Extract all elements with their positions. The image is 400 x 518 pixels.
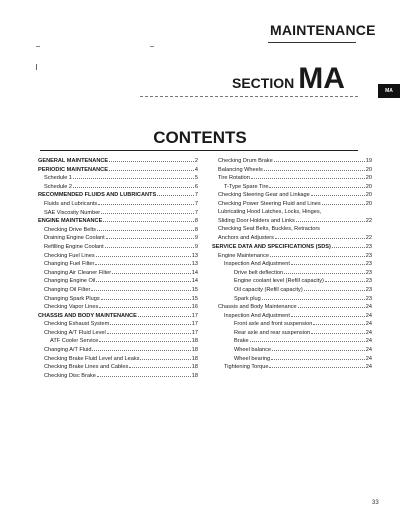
- toc-entry-title: Changing Engine Oil: [44, 278, 96, 285]
- toc-entry-page: 24: [365, 304, 372, 311]
- toc-entry-title: Tire Rotation: [218, 175, 250, 182]
- toc-entry-page: 22: [365, 218, 372, 225]
- toc-entry-title: Checking Drive Belts: [44, 226, 96, 233]
- section-rule: [140, 96, 358, 98]
- toc-entry-title: Oil capacity (Refill capacity): [234, 286, 303, 293]
- section-word: SECTION: [232, 75, 295, 91]
- toc-entry-title: Checking Power Steering Fluid and Lines: [218, 200, 321, 207]
- toc-leader-dots: [250, 336, 365, 342]
- toc-entry: [38, 268, 198, 277]
- toc-entry: [212, 294, 372, 303]
- page-number: 33: [372, 500, 379, 506]
- toc-entry: [212, 182, 372, 191]
- toc-entry-page: 22: [365, 235, 372, 242]
- toc-entry-title: Brake: [234, 338, 249, 345]
- toc-entry-page: 24: [365, 338, 372, 345]
- toc-entry: [38, 190, 198, 199]
- toc-entry-page: 23: [365, 261, 372, 268]
- margin-mark: [36, 64, 37, 70]
- contents-rule: [40, 150, 358, 151]
- toc-entry: [212, 173, 372, 182]
- toc-right-column: [212, 156, 372, 371]
- toc-entry-title: Checking Brake Lines and Cables: [44, 364, 129, 371]
- toc-entry: [38, 199, 198, 208]
- toc-entry: [212, 156, 372, 165]
- toc-entry: [212, 208, 372, 217]
- toc-entry: [38, 276, 198, 285]
- toc-leader-dots: [105, 242, 194, 248]
- toc-entry: [38, 242, 198, 251]
- toc-entry-title: Drive belt deflection: [234, 269, 284, 276]
- toc-leader-dots: [140, 354, 190, 360]
- toc-entry-page: 23: [365, 269, 372, 276]
- toc-entry-title: Sliding Door Holders and Links: [218, 218, 295, 225]
- toc-entry-title: CHASSIS AND BODY MAINTENANCE: [38, 312, 137, 319]
- toc-leader-dots: [99, 302, 190, 308]
- toc-entry-title: Changing Fuel Filter: [44, 261, 95, 268]
- toc-entry-page: 7: [194, 200, 198, 207]
- toc-leader-dots: [95, 259, 190, 265]
- toc-leader-dots: [112, 268, 191, 274]
- toc-entry-title: GENERAL MAINTENANCE: [38, 158, 109, 164]
- toc-entry: [212, 199, 372, 208]
- toc-entry-page: 20: [365, 192, 372, 199]
- toc-entry-title: Wheel balance: [234, 347, 272, 354]
- toc-entry: [212, 345, 372, 354]
- toc-entry: [38, 294, 198, 303]
- toc-leader-dots: [101, 294, 191, 300]
- toc-entry: [212, 165, 372, 174]
- header-title: MAINTENANCE: [270, 22, 376, 38]
- toc-entry: [38, 336, 198, 345]
- toc-entry-title: Lubricating Hood Latches, Locks, Hinges,: [218, 208, 322, 215]
- toc-entry-page: 17: [191, 312, 198, 319]
- toc-entry-page: 23: [365, 286, 372, 293]
- toc-entry: [212, 268, 372, 277]
- toc-entry-title: Anchors and Adjusters: [218, 235, 274, 242]
- toc-entry: [38, 208, 198, 217]
- header-rule: [268, 42, 356, 43]
- toc-entry: [212, 190, 372, 199]
- toc-entry: [212, 242, 372, 251]
- toc-leader-dots: [325, 276, 365, 282]
- toc-entry-page: 23: [365, 252, 372, 259]
- toc-leader-dots: [73, 182, 194, 188]
- toc-entry-page: 13: [191, 261, 198, 268]
- toc-leader-dots: [272, 345, 365, 351]
- toc-entry-page: 19: [365, 158, 372, 164]
- toc-entry-page: 15: [191, 295, 198, 302]
- toc-entry-title: Checking Brake Fluid Level and Leaks: [44, 355, 140, 362]
- toc-leader-dots: [270, 251, 365, 257]
- toc-entry: [212, 225, 372, 234]
- toc-entry-page: 15: [191, 286, 198, 293]
- toc-entry-page: 5: [194, 175, 198, 182]
- toc-entry-title: Checking Fuel Lines: [44, 252, 95, 259]
- toc-leader-dots: [275, 233, 365, 239]
- toc-entry: [38, 233, 198, 242]
- toc-entry-page: 24: [365, 312, 372, 319]
- toc-entry-title: Engine coolant level (Refill capacity): [234, 278, 324, 285]
- toc-leader-dots: [264, 165, 365, 171]
- toc-entry: [38, 354, 198, 363]
- toc-entry-page: 18: [191, 338, 198, 345]
- toc-entry-title: Fluids and Lubricants: [44, 200, 98, 207]
- toc-entry-page: 20: [365, 200, 372, 207]
- toc-entry: [212, 328, 372, 337]
- toc-entry-page: 20: [365, 166, 372, 173]
- toc-entry: [38, 362, 198, 371]
- toc-entry: [38, 371, 198, 380]
- toc-entry-title: Draining Engine Coolant: [44, 235, 105, 242]
- margin-mark: [36, 46, 40, 47]
- toc-entry-title: SERVICE DATA AND SPECIFICATIONS (SDS): [212, 243, 331, 250]
- toc-leader-dots: [106, 233, 194, 239]
- toc-leader-dots: [311, 190, 365, 196]
- toc-entry-title: Checking Drum Brake: [218, 158, 273, 164]
- toc-entry-title: Schedule 2: [44, 183, 72, 190]
- toc-entry: [38, 225, 198, 234]
- toc-entry-page: 24: [365, 347, 372, 354]
- toc-leader-dots: [262, 294, 365, 300]
- toc-entry-page: 9: [194, 243, 198, 250]
- toc-leader-dots: [96, 276, 190, 282]
- toc-entry-page: 18: [191, 347, 198, 354]
- toc-leader-dots: [92, 345, 190, 351]
- toc-entry-page: 17: [191, 321, 198, 328]
- toc-entry: [212, 251, 372, 260]
- toc-entry-page: 6: [194, 183, 198, 190]
- toc-entry-page: 20: [365, 183, 372, 190]
- toc-entry-page: 20: [365, 175, 372, 182]
- toc-leader-dots: [291, 259, 365, 265]
- toc-leader-dots: [296, 216, 365, 222]
- toc-entry-page: 7: [194, 209, 198, 216]
- toc-entry: [212, 285, 372, 294]
- toc-leader-dots: [271, 354, 365, 360]
- toc-leader-dots: [269, 362, 364, 368]
- section-code: MA: [298, 62, 345, 95]
- toc-entry-title: PERIODIC MAINTENANCE: [38, 166, 108, 173]
- section-heading: [232, 62, 345, 96]
- toc-entry-title: Changing A/T Fluid: [44, 347, 92, 354]
- toc-entry-page: 14: [191, 269, 198, 276]
- toc-entry-title: Chassis and Body Maintenance: [218, 304, 297, 311]
- toc-entry-page: 24: [365, 321, 372, 328]
- toc-entry: [38, 328, 198, 337]
- toc-entry-title: Spark plug: [234, 295, 261, 302]
- toc-entry-page: 23: [365, 243, 372, 250]
- toc-entry-title: Engine Maintenance: [218, 252, 270, 259]
- toc-leader-dots: [91, 285, 190, 291]
- toc-entry-title: Checking Vapor Lines: [44, 304, 99, 311]
- toc-leader-dots: [103, 216, 194, 222]
- toc-entry: [38, 156, 198, 165]
- contents-title: CONTENTS: [153, 128, 247, 147]
- toc-entry-title: Inspection And Adjustment: [224, 261, 290, 268]
- toc-entry: [212, 216, 372, 225]
- toc-entry: [38, 285, 198, 294]
- toc-leader-dots: [157, 190, 194, 196]
- toc-entry: [38, 173, 198, 182]
- toc-entry: [212, 311, 372, 320]
- toc-leader-dots: [96, 251, 191, 257]
- toc-leader-dots: [138, 311, 191, 317]
- toc-entry: [212, 259, 372, 268]
- toc-entry-page: 18: [191, 372, 198, 379]
- toc-leader-dots: [269, 182, 364, 188]
- toc-entry-title: ATF Cooler Service: [50, 338, 99, 345]
- toc-leader-dots: [332, 242, 365, 248]
- toc-entry-page: 23: [365, 278, 372, 285]
- toc-entry-page: 24: [365, 355, 372, 362]
- toc-entry-title: Rear axle and rear suspension: [234, 329, 311, 336]
- toc-entry: [38, 165, 198, 174]
- toc-entry-title: RECOMMENDED FLUIDS AND LUBRICANTS: [38, 192, 157, 199]
- toc-left-column: [38, 156, 198, 379]
- toc-entry-title: SAE Viscosity Number: [44, 209, 101, 216]
- toc-entry: [212, 354, 372, 363]
- toc-entry-title: Checking Disc Brake: [44, 372, 96, 379]
- toc-entry-title: Refilling Engine Coolant: [44, 243, 104, 250]
- toc-entry: [38, 251, 198, 260]
- toc-entry-title: Inspection And Adjustment: [224, 312, 290, 319]
- toc-leader-dots: [274, 156, 365, 162]
- toc-entry-page: 4: [194, 166, 198, 173]
- toc-leader-dots: [284, 268, 365, 274]
- toc-entry-title: Checking Exhaust System: [44, 321, 110, 328]
- toc-entry-page: 23: [365, 295, 372, 302]
- toc-entry: [38, 216, 198, 225]
- toc-entry-page: 9: [194, 235, 198, 242]
- toc-entry: [212, 276, 372, 285]
- toc-entry: [38, 319, 198, 328]
- toc-leader-dots: [291, 311, 365, 317]
- toc-entry: [38, 182, 198, 191]
- toc-entry-title: Front axle and front suspension: [234, 321, 313, 328]
- toc-entry-title: Balancing Wheels: [218, 166, 263, 173]
- toc-entry-title: T-Type Spare Tire: [224, 183, 269, 190]
- toc-entry-title: Schedule 1: [44, 175, 72, 182]
- toc-entry-page: 16: [191, 304, 198, 311]
- toc-entry: [212, 302, 372, 311]
- toc-leader-dots: [313, 319, 364, 325]
- toc-entry-title: Changing Spark Plugs: [44, 295, 100, 302]
- toc-entry-page: 8: [194, 218, 198, 225]
- toc-entry-page: 8: [194, 226, 198, 233]
- toc-leader-dots: [97, 371, 191, 377]
- toc-entry: [38, 345, 198, 354]
- toc-entry-page: 14: [191, 278, 198, 285]
- toc-entry: [212, 362, 372, 371]
- toc-leader-dots: [73, 173, 194, 179]
- toc-entry-title: Checking Seat Belts, Buckles, Retractors: [218, 225, 320, 232]
- toc-entry-page: 18: [191, 355, 198, 362]
- toc-leader-dots: [311, 328, 365, 334]
- toc-entry-title: Checking A/T Fluid Level: [44, 329, 106, 336]
- margin-mark: [150, 46, 154, 47]
- toc-leader-dots: [251, 173, 365, 179]
- toc-entry: [212, 336, 372, 345]
- toc-entry: [212, 233, 372, 242]
- toc-entry: [38, 259, 198, 268]
- toc-entry-page: 17: [191, 329, 198, 336]
- toc-entry-title: Wheel bearing: [234, 355, 271, 362]
- toc-leader-dots: [298, 302, 365, 308]
- toc-entry-title: Changing Air Cleaner Filter: [44, 269, 112, 276]
- toc-leader-dots: [110, 319, 190, 325]
- side-tab-marker: MA: [378, 84, 400, 98]
- toc-entry-page: 2: [194, 158, 198, 164]
- toc-entry-page: 7: [194, 192, 198, 199]
- toc-entry-page: 24: [365, 364, 372, 371]
- toc-leader-dots: [322, 199, 365, 205]
- toc-entry-page: 24: [365, 329, 372, 336]
- toc-leader-dots: [304, 285, 365, 291]
- toc-leader-dots: [97, 225, 194, 231]
- toc-entry-page: 18: [191, 364, 198, 371]
- toc-entry: [212, 319, 372, 328]
- toc-entry-title: ENGINE MAINTENANCE: [38, 218, 103, 225]
- toc-leader-dots: [129, 362, 190, 368]
- toc-entry-page: 13: [191, 252, 198, 259]
- toc-entry: [38, 302, 198, 311]
- toc-leader-dots: [101, 208, 194, 214]
- toc-entry: [38, 311, 198, 320]
- toc-leader-dots: [109, 165, 194, 171]
- toc-entry-title: Changing Oil Filter: [44, 286, 91, 293]
- toc-entry-title: Tightening Torque: [224, 364, 269, 371]
- toc-leader-dots: [107, 328, 191, 334]
- toc-leader-dots: [98, 199, 194, 205]
- toc-entry-title: Checking Steering Gear and Linkage: [218, 192, 310, 199]
- toc-leader-dots: [109, 156, 194, 162]
- toc-leader-dots: [99, 336, 190, 342]
